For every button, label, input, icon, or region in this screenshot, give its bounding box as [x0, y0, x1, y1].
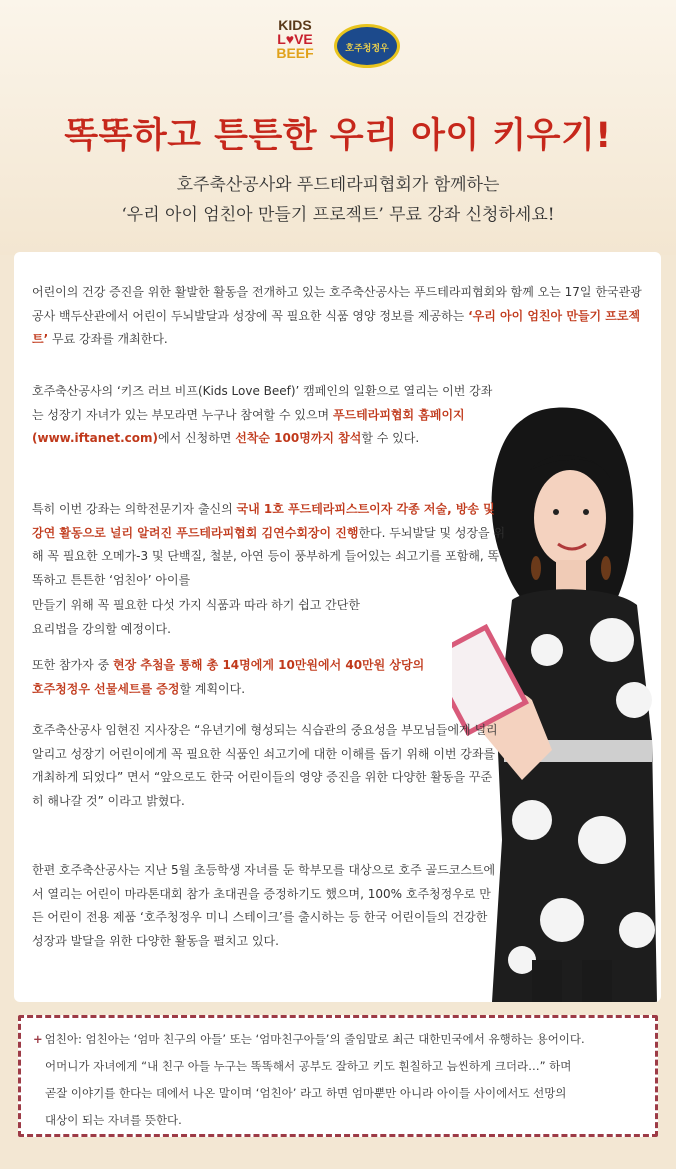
p4-highlight: 현장 추첨을 통해 총 14명에게 10만원에서 40만원 상당의 호주청정우 선물세트를 증정 [32, 658, 425, 696]
p3-text-end: 한다. 두뇌발달 및 성장을 위해 꼭 필요한 오메가-3 및 단백질, 철분, 아연 등이 풍부하게 들어있는 쇠고기를 포함해, 똑똑하고 튼튼한 ‘엄친아’ 아이를 [32, 525, 506, 587]
p1-text-end: 무료 강좌를 개최한다. [48, 332, 168, 346]
article-paragraph-6: 한편 호주축산공사는 지난 5월 초등학생 자녀를 둔 학부모를 대상으로 호주 골드코스트에서 열리는 어린이 마라톤대회 참가 초대권을 증정하기도 했으며, 100% 호주청정우로 만든 어린이 전용 제품 ‘호주청정우 미니 스테이크’를 출시하는 등 한국 어린이들의 건강한 성장과 발달을 위한 다양한 활동을 펼치고 있다. [32, 863, 496, 948]
note-line-1 [33, 1031, 585, 1047]
p3-text: 특히 이번 강좌는 의학전문기자 출신의 [32, 502, 237, 516]
page-title: 똑똑하고 튼튼한 우리 아이 키우기! [64, 116, 612, 156]
header-banner [0, 0, 676, 255]
note-line-1-text: 엄친아: 엄친아는 ‘엄마 친구의 아들’ 또는 ‘엄마친구아들’의 줄임말로 최근 대한민국에서 유행하는 용어이다. [44, 1032, 585, 1046]
p2-highlight-site: 푸드테라피협회 홈페이지(www.iftanet.com) [32, 407, 465, 445]
glossary-note-box [18, 1015, 658, 1137]
p2-highlight-limit: 선착순 100명까지 참석 [235, 431, 362, 445]
article-paragraph-2 [32, 380, 502, 451]
p3-highlight: 국내 1호 푸드테라피스트이자 각종 저술, 방송 및 강연 활동으로 널리 알려진 푸드테라피협회 김연수회장이 진행 [32, 502, 495, 540]
note-line-3: 곧잘 이야기를 한다는 데에서 나온 말이며 ‘엄친아’ 라고 하면 엄마뿐만 아니라 아이들 사이에서도 선망의 [45, 1086, 567, 1100]
p1-highlight: ‘우리 아이 엄친아 만들기 프로젝트’ [32, 308, 641, 346]
note-line-4: 대상이 되는 자녀를 뜻한다. [45, 1113, 182, 1127]
p2-text: 호주축산공사의 ‘키즈 러브 비프(Kids Love Beef)’ 캠페인의 일환으로 열리는 이번 강좌는 성장기 자녀가 있는 부모라면 누구나 참여할 수 있으며 [32, 384, 493, 422]
australian-beef-seal-logo [334, 24, 400, 68]
note-line-2: 어머니가 자녀에게 “내 친구 아들 누구는 똑똑해서 공부도 잘하고 키도 훤칠하고 늠씬하게 크더라…” 하며 [45, 1059, 572, 1073]
seal-label: 호주청정우 [345, 44, 389, 54]
logo-text-kids: KIDS [278, 17, 312, 33]
article-paragraph-5: 호주축산공사 임현진 지사장은 “유년기에 형성되는 식습관의 중요성을 부모님들에게 널리 알리고 성장기 어린이에게 꼭 필요한 식품인 쇠고기에 대한 이해를 돕기 위해 이번 강좌를 개최하게 되었다” 면서 “앞으로도 한국 어린이들의 영양 증진을 위한 다양한 활동을 꾸준히 해나갈 것” 이라고 밝혔다. [32, 723, 498, 808]
article-paragraph-4 [32, 654, 432, 701]
article-paragraph-1 [32, 281, 652, 352]
p2-text-end: 할 수 있다. [361, 431, 420, 445]
subtitle-line-1: 호주축산공사와 푸드테라피협회가 함께하는 [176, 175, 500, 195]
logo-row [0, 14, 676, 76]
article-paragraph-3 [32, 498, 508, 592]
article-paragraph-3-continued: 만들기 위해 꼭 필요한 다섯 가지 식품과 따라 하기 쉽고 간단한 요리법을 강의할 예정이다. [32, 598, 360, 636]
subtitle-line-2: ‘우리 아이 엄친아 만들기 프로젝트’ 무료 강좌 신청하세요! [121, 205, 555, 225]
logo-text-beef: BEEF [276, 45, 314, 61]
logo-text-love: L♥VE [277, 31, 313, 47]
p4-text-end: 할 계획이다. [179, 681, 246, 696]
p1-text: 어린이의 건강 증진을 위한 활발한 활동을 전개하고 있는 호주축산공사는 푸드테라피협회와 함께 오는 17일 한국관광공사 백두산관에서 어린이 두뇌발달과 성장에 꼭 필요한 식품 영양 정보를 제공하는 [32, 285, 642, 323]
article-card [14, 252, 661, 1002]
p4-text: 또한 참가자 중 [32, 658, 113, 672]
p2-text-mid: 에서 신청하면 [158, 431, 236, 445]
kids-love-beef-logo [268, 18, 322, 72]
note-plus-icon: + [33, 1032, 43, 1046]
